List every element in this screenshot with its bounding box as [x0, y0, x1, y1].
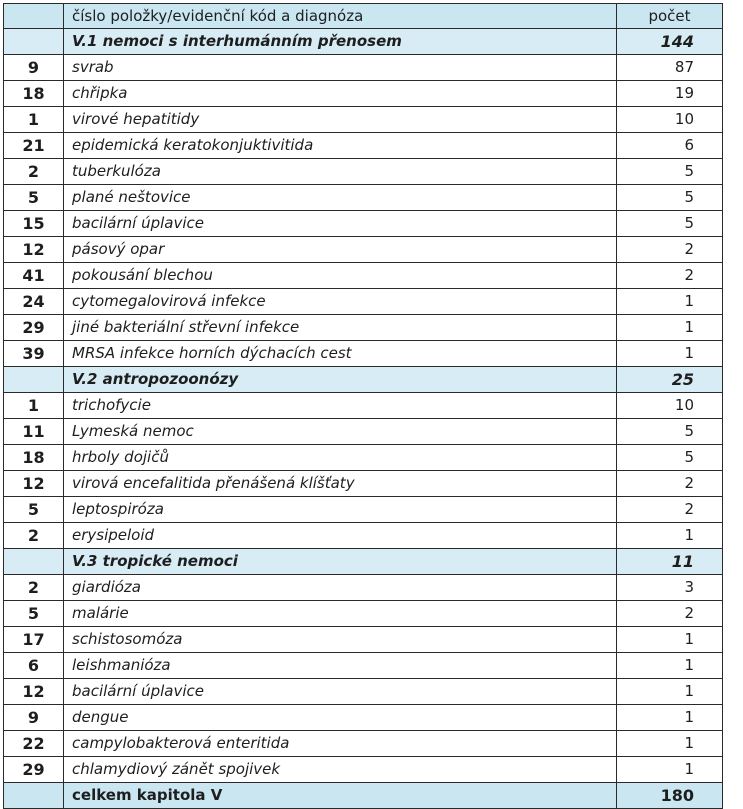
item-code: 11	[4, 419, 64, 445]
diagnosis-name: trichofycie	[64, 393, 617, 419]
diagnosis-name: epidemická keratokonjuktivitida	[64, 133, 617, 159]
table-row	[4, 393, 723, 419]
item-code: 39	[4, 341, 64, 367]
diagnosis-name: plané neštovice	[64, 185, 617, 211]
section-code-cell	[4, 29, 64, 55]
case-count: 5	[617, 419, 723, 445]
case-count: 2	[617, 471, 723, 497]
case-count: 1	[617, 653, 723, 679]
item-code: 21	[4, 133, 64, 159]
header-code-cell	[4, 4, 64, 29]
diagnosis-name: hrboly dojičů	[64, 445, 617, 471]
table-row	[4, 133, 723, 159]
item-code: 17	[4, 627, 64, 653]
section-header-row	[4, 367, 723, 393]
section-title: V.1 nemoci s interhumánním přenosem	[64, 29, 617, 55]
diagnosis-name: Lymeská nemoc	[64, 419, 617, 445]
table-row	[4, 497, 723, 523]
case-count: 2	[617, 237, 723, 263]
case-count: 2	[617, 263, 723, 289]
diagnosis-name: pásový opar	[64, 237, 617, 263]
table-row	[4, 731, 723, 757]
case-count: 1	[617, 523, 723, 549]
diagnosis-name: chlamydiový zánět spojivek	[64, 757, 617, 783]
diagnosis-name: svrab	[64, 55, 617, 81]
table-row	[4, 81, 723, 107]
case-count: 5	[617, 159, 723, 185]
case-count: 1	[617, 705, 723, 731]
item-code: 29	[4, 757, 64, 783]
item-code: 5	[4, 601, 64, 627]
item-code: 2	[4, 523, 64, 549]
case-count: 6	[617, 133, 723, 159]
case-count: 5	[617, 445, 723, 471]
item-code: 24	[4, 289, 64, 315]
item-code: 41	[4, 263, 64, 289]
table-row	[4, 289, 723, 315]
table-row	[4, 627, 723, 653]
diagnosis-name: jiné bakteriální střevní infekce	[64, 315, 617, 341]
table-row	[4, 211, 723, 237]
diagnosis-name: virové hepatitidy	[64, 107, 617, 133]
header-count-cell: počet	[617, 4, 723, 29]
table-row	[4, 445, 723, 471]
item-code: 18	[4, 445, 64, 471]
item-code: 12	[4, 471, 64, 497]
item-code: 5	[4, 497, 64, 523]
diagnosis-name: malárie	[64, 601, 617, 627]
total-row	[4, 783, 723, 809]
table-row	[4, 575, 723, 601]
table-row	[4, 679, 723, 705]
table-row	[4, 705, 723, 731]
diagnosis-name: leptospiróza	[64, 497, 617, 523]
total-code-cell	[4, 783, 64, 809]
item-code: 2	[4, 575, 64, 601]
case-count: 1	[617, 341, 723, 367]
section-total: 25	[617, 367, 723, 393]
case-count: 5	[617, 211, 723, 237]
case-count: 1	[617, 731, 723, 757]
diagnosis-name: tuberkulóza	[64, 159, 617, 185]
section-total: 144	[617, 29, 723, 55]
diagnosis-name: cytomegalovirová infekce	[64, 289, 617, 315]
item-code: 12	[4, 679, 64, 705]
total-value: 180	[617, 783, 723, 809]
section-total: 11	[617, 549, 723, 575]
table-row	[4, 601, 723, 627]
case-count: 2	[617, 497, 723, 523]
header-diagnosis-cell: číslo položky/evidenční kód a diagnóza	[64, 4, 617, 29]
item-code: 18	[4, 81, 64, 107]
diagnosis-name: virová encefalitida přenášená klíšťaty	[64, 471, 617, 497]
case-count: 10	[617, 107, 723, 133]
table-row	[4, 341, 723, 367]
table-row	[4, 757, 723, 783]
diagnosis-name: dengue	[64, 705, 617, 731]
item-code: 12	[4, 237, 64, 263]
item-code: 6	[4, 653, 64, 679]
table-row	[4, 315, 723, 341]
item-code: 1	[4, 107, 64, 133]
table-row	[4, 55, 723, 81]
table-header-row	[4, 4, 723, 29]
item-code: 15	[4, 211, 64, 237]
diagnosis-name: erysipeloid	[64, 523, 617, 549]
item-code: 5	[4, 185, 64, 211]
table-row	[4, 419, 723, 445]
diagnosis-name: campylobakterová enteritida	[64, 731, 617, 757]
case-count: 10	[617, 393, 723, 419]
case-count: 5	[617, 185, 723, 211]
diagnosis-name: chřipka	[64, 81, 617, 107]
case-count: 1	[617, 289, 723, 315]
section-header-row	[4, 549, 723, 575]
total-label: celkem kapitola V	[64, 783, 617, 809]
table-row	[4, 653, 723, 679]
diagnosis-name: pokousání blechou	[64, 263, 617, 289]
diagnosis-name: bacilární úplavice	[64, 211, 617, 237]
item-code: 1	[4, 393, 64, 419]
table-row	[4, 107, 723, 133]
case-count: 1	[617, 757, 723, 783]
diagnosis-name: giardióza	[64, 575, 617, 601]
item-code: 29	[4, 315, 64, 341]
table-row	[4, 237, 723, 263]
diagnosis-name: schistosomóza	[64, 627, 617, 653]
table-row	[4, 159, 723, 185]
case-count: 87	[617, 55, 723, 81]
section-title: V.3 tropické nemoci	[64, 549, 617, 575]
case-count: 1	[617, 315, 723, 341]
table-row	[4, 263, 723, 289]
case-count: 19	[617, 81, 723, 107]
section-code-cell	[4, 549, 64, 575]
diagnosis-table	[3, 3, 723, 809]
diagnosis-name: leishmanióza	[64, 653, 617, 679]
case-count: 1	[617, 679, 723, 705]
item-code: 9	[4, 705, 64, 731]
diagnosis-name: bacilární úplavice	[64, 679, 617, 705]
section-title: V.2 antropozoonózy	[64, 367, 617, 393]
item-code: 9	[4, 55, 64, 81]
item-code: 2	[4, 159, 64, 185]
table-row	[4, 471, 723, 497]
diagnosis-name: MRSA infekce horních dýchacích cest	[64, 341, 617, 367]
section-code-cell	[4, 367, 64, 393]
item-code: 22	[4, 731, 64, 757]
section-header-row	[4, 29, 723, 55]
diagnosis-table-container	[3, 3, 723, 809]
case-count: 3	[617, 575, 723, 601]
table-row	[4, 523, 723, 549]
diagnosis-table-body	[4, 4, 723, 809]
case-count: 1	[617, 627, 723, 653]
table-row	[4, 185, 723, 211]
case-count: 2	[617, 601, 723, 627]
